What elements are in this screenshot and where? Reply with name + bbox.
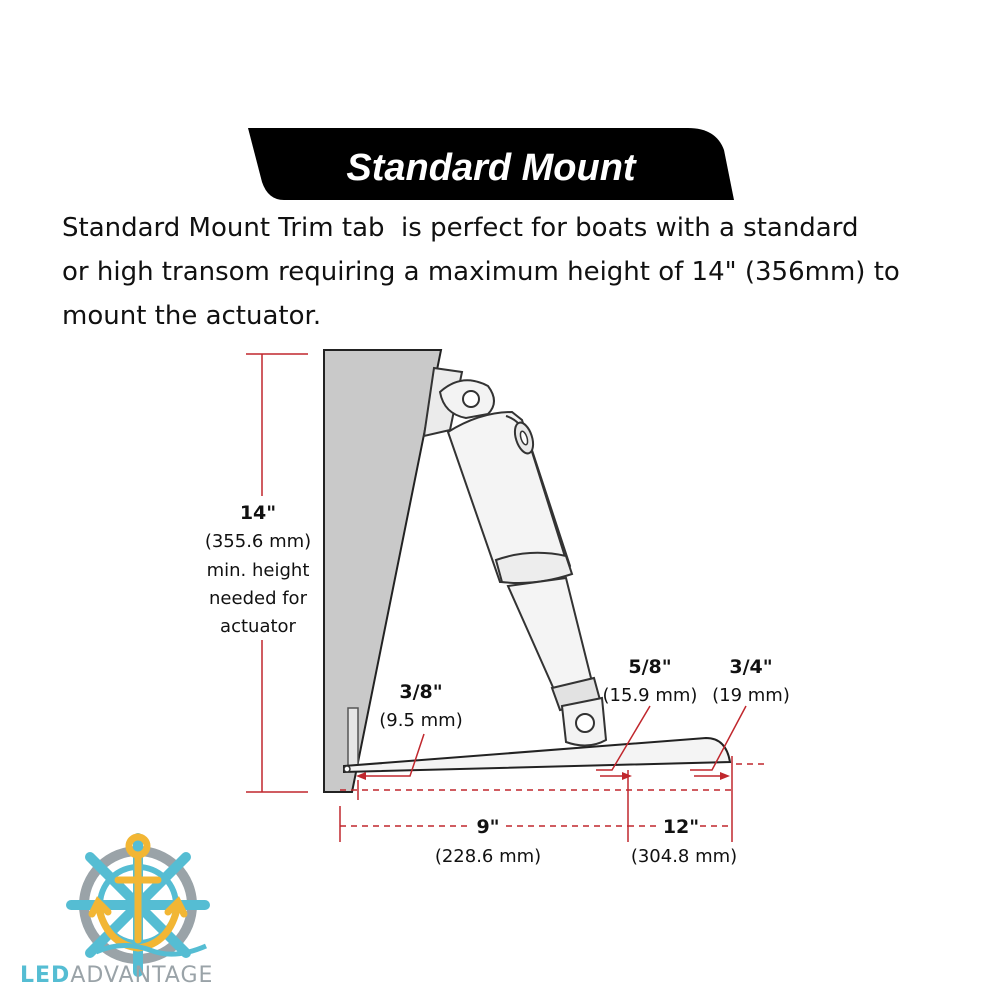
svg-text:LEDADVANTAGE [20, 963, 213, 988]
end-gap-value: 3/4" [729, 656, 773, 678]
height-metric: (355.6 mm) [204, 531, 312, 552]
lip-value: 3/8" [399, 681, 443, 703]
height-caption-3: actuator [220, 616, 296, 637]
trim-tab-plate [344, 738, 730, 772]
transom-plate [348, 708, 358, 768]
lower-hinge [562, 698, 606, 746]
end-gap-metric: (19 mm) [712, 685, 790, 706]
anchor-icon [92, 837, 184, 948]
logo-advantage-text: ADVANTAGE [70, 963, 214, 988]
description-line-3: mount the actuator. [62, 301, 322, 331]
length-long-metric: (304.8 mm) [630, 846, 738, 867]
length-short-metric: (228.6 mm) [434, 846, 542, 867]
height-value: 14" [239, 502, 277, 524]
banner-title: Standard Mount [346, 147, 636, 189]
mid-gap-value: 5/8" [628, 656, 672, 678]
description-line-2: or high transom requiring a maximum height of 14" (356mm) to [62, 257, 900, 287]
lip-leader [356, 734, 424, 780]
ledadvantage-logo [20, 837, 213, 988]
length-long-value: 12" [662, 816, 700, 838]
height-caption-2: needed for [209, 588, 307, 609]
length-short-value: 9" [476, 816, 500, 838]
height-caption-1: min. height [206, 560, 310, 581]
description-line-1: Standard Mount Trim tab is perfect for boats with a standard [62, 213, 859, 243]
logo-led-text: LED [20, 963, 71, 988]
actuator [448, 412, 600, 710]
mid-gap-metric: (15.9 mm) [602, 685, 698, 706]
lip-metric: (9.5 mm) [379, 710, 463, 731]
